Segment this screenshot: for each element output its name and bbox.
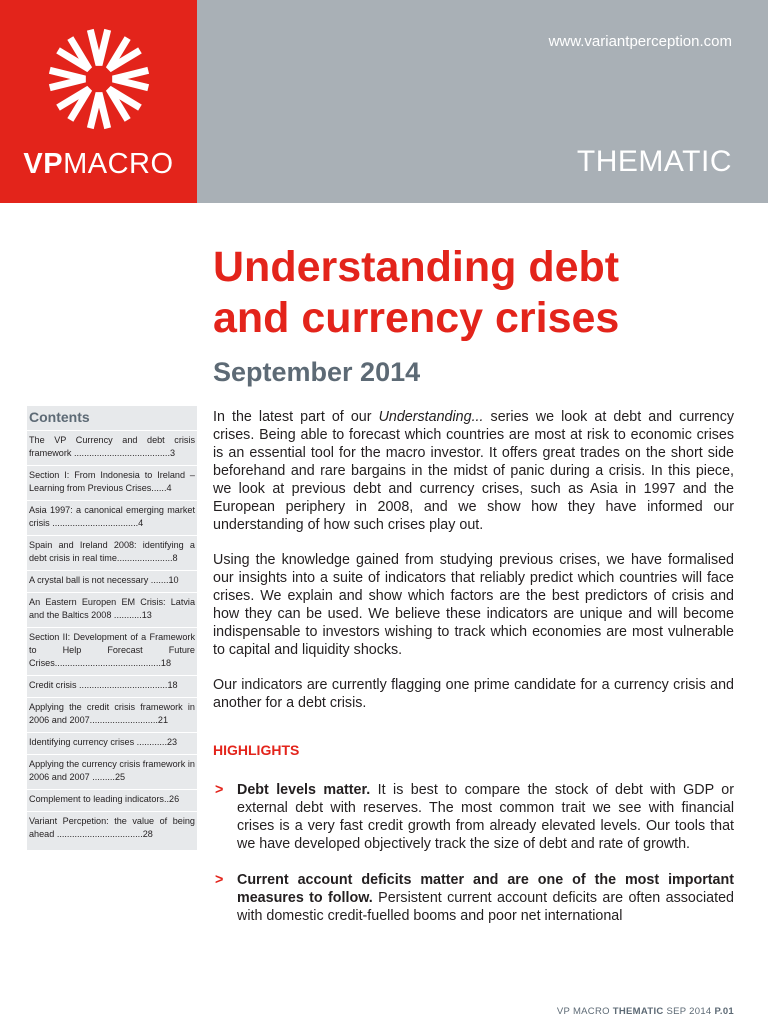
- toc-entry-page: 4: [138, 518, 144, 528]
- site-url: www.variantperception.com: [548, 33, 732, 50]
- vp-starburst-logo-icon: [44, 24, 154, 134]
- title-line-1: Understanding debt: [213, 243, 620, 291]
- footer-date: SEP 2014: [666, 1006, 712, 1017]
- body-column: [213, 408, 734, 943]
- logo-petal: [109, 38, 140, 69]
- method-paragraph: Using the knowledge gained from studying previous crises, we have formalised our insights into a suite of indicators that reliably predict which countries will face crises. We explain and show which factors are the best predictors of crisis and how they can be used. We believe these indicators are unique and will become indispensable to investors wishing to track which economies are most vulnerable to capital and liquidity shocks.: [213, 552, 734, 658]
- logo-petal: [113, 70, 148, 87]
- logo-petal: [58, 89, 89, 120]
- toc-entry[interactable]: [27, 675, 197, 697]
- document-title: [213, 242, 733, 344]
- toc-entry-title: A crystal ball is not necessary .......: [29, 575, 169, 585]
- highlight-item: [213, 781, 734, 853]
- header-band: [197, 0, 768, 203]
- highlight-lead: Debt levels matter.: [237, 782, 371, 798]
- toc-entry-title: Section I: From Indonesia to Ireland – Learning from Previous Crises......: [29, 470, 195, 493]
- toc-entry-page: 18: [160, 658, 172, 668]
- toc-entry-page: 8: [172, 553, 178, 563]
- signal-paragraph: Our indicators are currently flagging one prime candidate for a currency crisis and another for a debt crisis.: [213, 677, 734, 711]
- toc-entry-title: Complement to leading indicators..: [29, 794, 170, 804]
- toc-entry[interactable]: [27, 697, 197, 732]
- logo-petal: [90, 30, 107, 65]
- highlights-heading: HIGHLIGHTS: [213, 742, 300, 758]
- intro-paragraph: In the latest part of our Understanding... series we look at debt and currency crises. Being able to forecast which countries are most at risk to economic crises is an essential tool for the macro investor. It offers great trades on the short side beforehand and rare bargains in the midst of panic during a crisis. In this piece, we look at previous debt and currency crises, such as Asia in 1997 and the European periphery in 2008, and we show how they have informed our understanding of how such crises play out.: [213, 409, 734, 533]
- highlight-lead: Current account deficits matter and are one of the most important measures to follow.: [237, 872, 734, 906]
- contents-heading: Contents: [29, 409, 90, 425]
- toc-entry-page: 25: [114, 772, 126, 782]
- toc-entry-title: Section II: Development of a Framework to Help Forecast Future Crises..........................................: [29, 632, 195, 668]
- title-line-2: and currency crises: [213, 294, 620, 342]
- toc-entry-title: Identifying currency crises ............: [29, 737, 167, 747]
- logo-petal: [90, 93, 107, 128]
- toc-entry[interactable]: [27, 732, 197, 754]
- toc-entry-page: 23: [166, 737, 178, 747]
- logo-petal: [58, 38, 89, 69]
- toc-entry-page: 3: [169, 448, 176, 458]
- page-footer: [557, 1006, 734, 1017]
- document-date: September 2014: [213, 357, 421, 387]
- section-label: THEMATIC: [576, 145, 732, 178]
- toc-entry-title: Asia 1997: a canonical emerging market crisis ..................................: [29, 505, 195, 528]
- page-number: P.01: [714, 1006, 734, 1017]
- toc-entry[interactable]: [27, 789, 197, 811]
- footer-label: THEMATIC: [612, 1006, 664, 1017]
- toc-entry-title: Spain and Ireland 2008: identifying a debt crisis in real time......................: [29, 540, 195, 563]
- toc-entry[interactable]: [27, 535, 197, 570]
- toc-entry-title: An Eastern Europen EM Crisis: Latvia and the Baltics 2008 ...........: [29, 597, 195, 620]
- toc-list: [27, 430, 197, 846]
- toc-entry[interactable]: [27, 500, 197, 535]
- logo-wordmark: VPMACRO: [23, 148, 174, 180]
- toc-entry-title: The VP Currency and debt crisis framework ......................................: [29, 435, 195, 458]
- logo-block: [0, 0, 197, 203]
- toc-entry-page: 10: [168, 575, 179, 585]
- highlight-text: It is best to compare the stock of debt with GDP or external debt with reserves. The most common trait we see with financial crises is a very fast credit growth from already elevated levels. Our tools that we have developed objectively track the size of debt and rate of growth.: [237, 782, 734, 852]
- toc-entry[interactable]: [27, 570, 197, 592]
- bullet-arrow-icon: >: [215, 872, 224, 888]
- highlight-text: Persistent current account deficits are often associated with domestic credit-fuelled booms and poor net international: [237, 890, 734, 924]
- toc-entry[interactable]: [27, 754, 197, 789]
- logo-petal: [109, 89, 140, 120]
- toc-entry[interactable]: [27, 811, 197, 846]
- toc-entry[interactable]: [27, 465, 197, 500]
- toc-entry-page: 13: [141, 610, 152, 620]
- toc-entry-page: 18: [167, 680, 178, 690]
- toc-entry[interactable]: [27, 592, 197, 627]
- toc-entry-page: 21: [157, 715, 169, 725]
- logo-petal: [50, 70, 85, 87]
- toc-entry-page: 4: [166, 483, 172, 493]
- toc-entry-page: 28: [142, 829, 153, 839]
- highlight-item: [213, 871, 734, 925]
- footer-brand: VP MACRO: [556, 1006, 610, 1017]
- toc-entry-page: 26: [169, 794, 180, 804]
- toc-entry[interactable]: [27, 627, 197, 675]
- toc-entry[interactable]: [27, 430, 197, 465]
- toc-entry-title: Variant Percpetion: the value of being ahead ..................................: [29, 816, 195, 839]
- contents-sidebar: [27, 406, 197, 850]
- bullet-arrow-icon: >: [215, 782, 224, 798]
- toc-entry-title: Credit crisis ...................................: [29, 680, 168, 690]
- toc-entry-title: Applying the currency crisis framework in 2006 and 2007 .........: [29, 759, 195, 782]
- toc-entry-title: Applying the credit crisis framework in 2006 and 2007...........................: [29, 702, 195, 725]
